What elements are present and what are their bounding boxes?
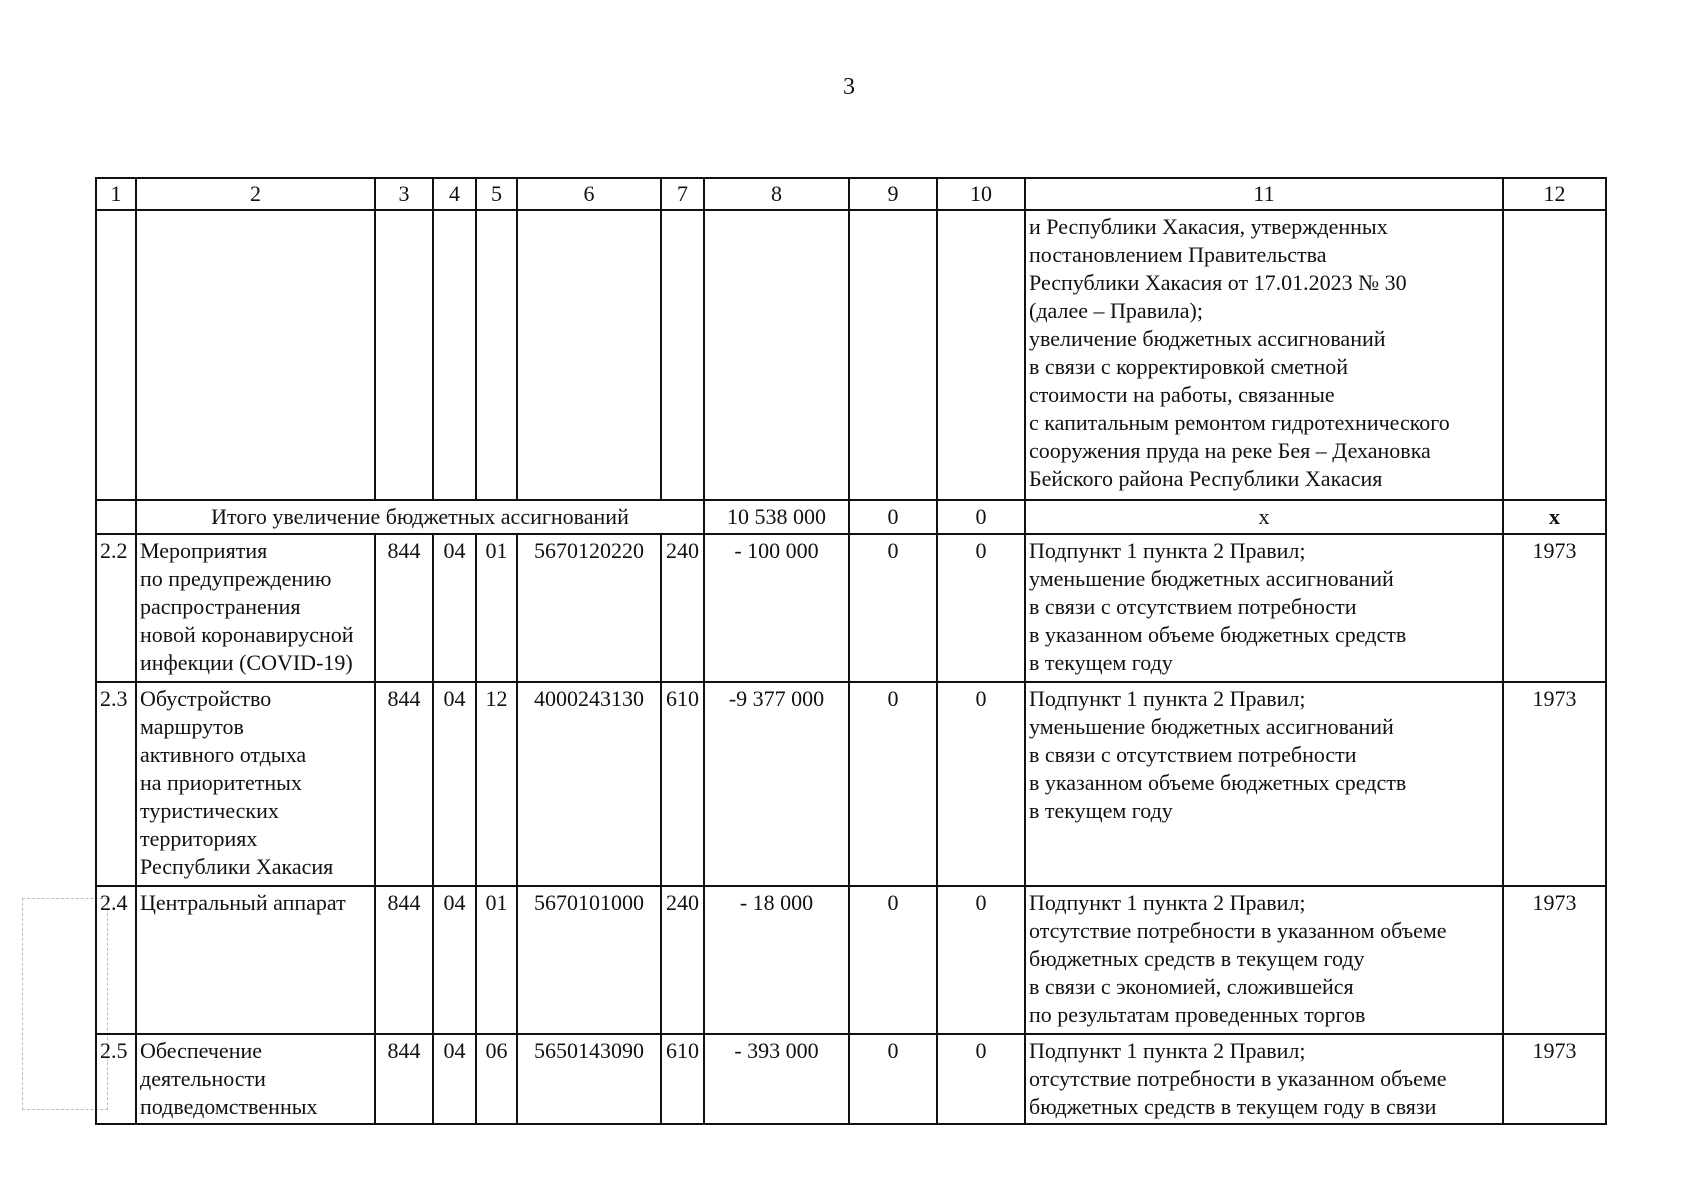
cell-col7: 610 xyxy=(661,1034,704,1124)
table-row xyxy=(96,886,1606,1034)
header-cell: 11 xyxy=(1025,178,1503,210)
table-row xyxy=(96,534,1606,682)
budget-allocations-table xyxy=(95,177,1607,1125)
row-name: Мероприятия по предупреждению распространения новой коронавирусной инфекции (COVID-19) xyxy=(136,534,375,682)
cell-col10: 0 xyxy=(937,534,1025,682)
header-cell: 6 xyxy=(517,178,661,210)
cell-col9: 0 xyxy=(849,886,937,1034)
cell-col3: 844 xyxy=(375,682,433,886)
header-cell: 3 xyxy=(375,178,433,210)
justification-cell: Подпункт 1 пункта 2 Правил; отсутствие потребности в указанном объеме бюджетных средств в текущем году в связи xyxy=(1025,1034,1503,1124)
header-cell: 10 xyxy=(937,178,1025,210)
justification-cell: Подпункт 1 пункта 2 Правил; отсутствие потребности в указанном объеме бюджетных средств в текущем году в связи с экономией, сложившейся по результатам проведенных торгов xyxy=(1025,886,1503,1034)
cell-col12: 1973 xyxy=(1503,886,1606,1034)
cell-col6: 5670101000 xyxy=(517,886,661,1034)
row-number: 2.3 xyxy=(96,682,136,886)
table-row xyxy=(96,1034,1606,1124)
cell-col5: 12 xyxy=(476,682,517,886)
cell-amount: - 100 000 xyxy=(704,534,849,682)
cell-col7: 240 xyxy=(661,534,704,682)
header-cell: 5 xyxy=(476,178,517,210)
total-row xyxy=(96,500,1606,534)
cell-col5: 01 xyxy=(476,534,517,682)
total-amount: 10 538 000 xyxy=(704,500,849,534)
row-number: 2.5 xyxy=(96,1034,136,1124)
cell-col9: 0 xyxy=(849,1034,937,1124)
total-label: Итого увеличение бюджетных ассигнований xyxy=(136,500,704,534)
header-cell: 1 xyxy=(96,178,136,210)
cell-col4: 04 xyxy=(433,682,476,886)
cell-col5: 06 xyxy=(476,1034,517,1124)
total-col9: 0 xyxy=(849,500,937,534)
page-number: 3 xyxy=(843,74,855,100)
cell-col7: 610 xyxy=(661,682,704,886)
cell-col5: 01 xyxy=(476,886,517,1034)
header-cell: 12 xyxy=(1503,178,1606,210)
cell-col6: 4000243130 xyxy=(517,682,661,886)
header-cell: 9 xyxy=(849,178,937,210)
cell-col4: 04 xyxy=(433,886,476,1034)
cell-col12: 1973 xyxy=(1503,534,1606,682)
justification-cell: Подпункт 1 пункта 2 Правил; уменьшение бюджетных ассигнований в связи с отсутствием потребности в указанном объеме бюджетных средств в текущем году xyxy=(1025,682,1503,886)
cell-amount: - 18 000 xyxy=(704,886,849,1034)
total-col10: 0 xyxy=(937,500,1025,534)
table-row xyxy=(96,682,1606,886)
cell-col4: 04 xyxy=(433,1034,476,1124)
cell-col7: 240 xyxy=(661,886,704,1034)
row-name: Центральный аппарат xyxy=(136,886,375,1034)
table-header-row xyxy=(96,178,1606,210)
cell-col10: 0 xyxy=(937,682,1025,886)
continuation-row xyxy=(96,210,1606,500)
cell-col10: 0 xyxy=(937,1034,1025,1124)
cell-amount: - 393 000 xyxy=(704,1034,849,1124)
total-col11: x xyxy=(1025,500,1503,534)
cell-col12: 1973 xyxy=(1503,1034,1606,1124)
cell-col3: 844 xyxy=(375,534,433,682)
cell-col3: 844 xyxy=(375,1034,433,1124)
cell-col9: 0 xyxy=(849,534,937,682)
row-number: 2.4 xyxy=(96,886,136,1034)
header-cell: 7 xyxy=(661,178,704,210)
header-cell: 2 xyxy=(136,178,375,210)
row-name: Обеспечение деятельности подведомственных xyxy=(136,1034,375,1124)
cell-col6: 5650143090 xyxy=(517,1034,661,1124)
row-number: 2.2 xyxy=(96,534,136,682)
justification-cell: Подпункт 1 пункта 2 Правил; уменьшение бюджетных ассигнований в связи с отсутствием потребности в указанном объеме бюджетных средств в текущем году xyxy=(1025,534,1503,682)
cell-col4: 04 xyxy=(433,534,476,682)
justification-cell: и Республики Хакасия, утвержденных постановлением Правительства Республики Хакасия от 17.01.2023 № 30 (далее – Правила); увеличение бюджетных ассигнований в связи с корректировкой сметной стоимости на работы, связанные с капитальным ремонтом гидротехнического сооружения пруда на реке Бея – Дехановка Бейского района Республики Хакасия xyxy=(1025,210,1503,500)
cell-col3: 844 xyxy=(375,886,433,1034)
cell-amount: -9 377 000 xyxy=(704,682,849,886)
total-col12: x xyxy=(1503,500,1606,534)
cell-col6: 5670120220 xyxy=(517,534,661,682)
cell-col12: 1973 xyxy=(1503,682,1606,886)
cell-col9: 0 xyxy=(849,682,937,886)
cell-col10: 0 xyxy=(937,886,1025,1034)
header-cell: 8 xyxy=(704,178,849,210)
header-cell: 4 xyxy=(433,178,476,210)
row-name: Обустройство маршрутов активного отдыха на приоритетных туристических территориях Республики Хакасия xyxy=(136,682,375,886)
